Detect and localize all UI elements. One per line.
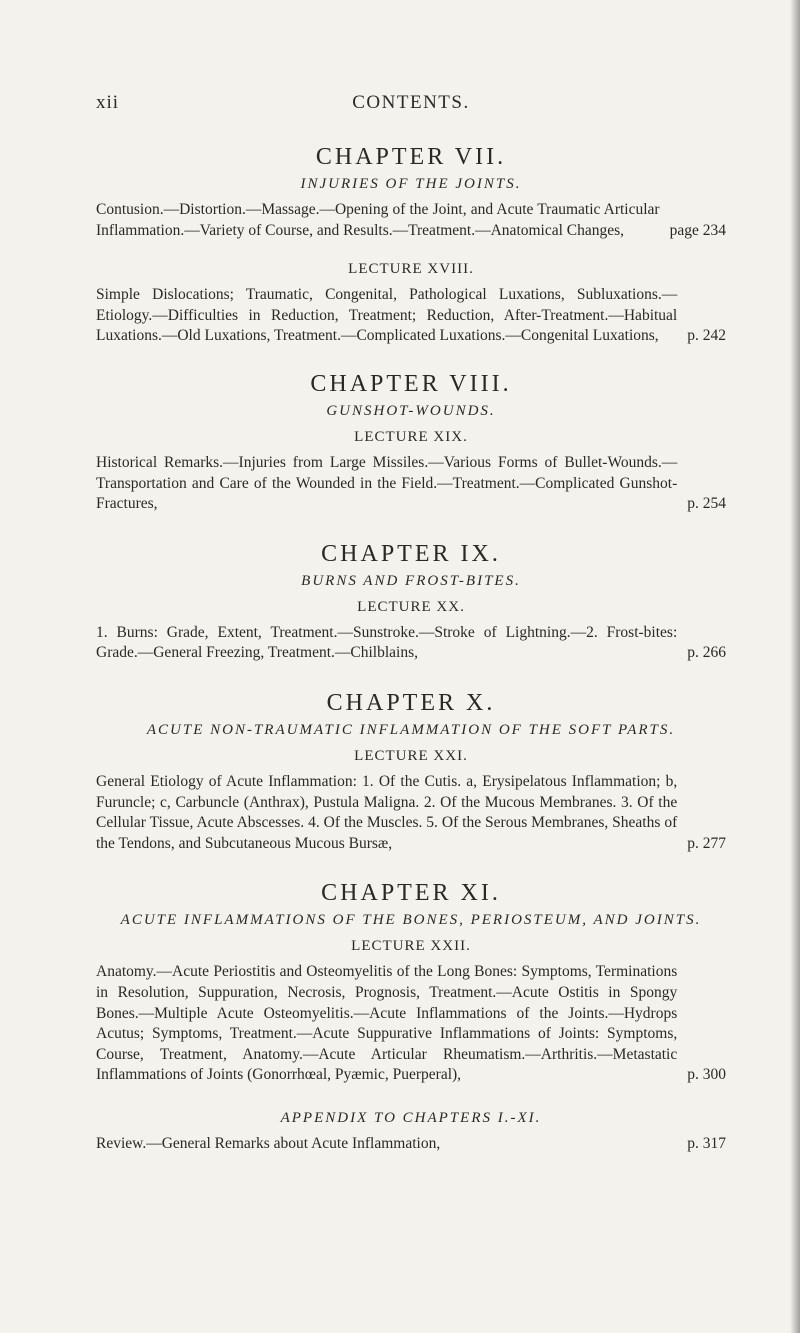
running-head [96, 92, 726, 116]
lecture-heading: LECTURE XXI. [354, 747, 468, 764]
chapter-heading: CHAPTER IX. [321, 540, 501, 567]
page-reference: p. 300 [687, 1066, 726, 1084]
entry-description [96, 623, 726, 664]
toc-entry [96, 1134, 726, 1155]
chapter-heading: CHAPTER X. [326, 689, 496, 716]
page-reference: p. 266 [687, 644, 726, 662]
toc-entry [96, 200, 726, 241]
page-reference: p. 277 [687, 834, 726, 852]
chapter-section [96, 878, 726, 1086]
entry-text: Anatomy.—Acute Periostitis and Osteomyelitis of the Long Bones: Symptoms, Terminations in Resolution, Suppuration, Necrosis, Prognosis, Treatment.—Acute Ostitis in Spongy Bones.—Multiple Acute Osteomyelitis.—Acute Inflammations of the Joints.—Hydrops Acutus; Symptoms, Treatment.—Acute Suppurative Inflammations of Joints: Symptoms, Course, Treatment, Anatomy.—Acute Articular Rheumatism.—Arthritis.—Metastatic Inflammations of Joints (Gonorrhœal, Pyæmic, Puerperal), [96, 963, 678, 1084]
entry-text: Historical Remarks.—Injuries from Large Missiles.—Various Forms of Bullet-Wounds.—Transportation and Care of the Wounded in the Field.—Treatment.—Complicated Gunshot-Fractures, [96, 453, 678, 513]
entry-description [96, 1134, 726, 1155]
table-of-contents [96, 142, 726, 1154]
page-number: xii [96, 92, 120, 113]
toc-entry [96, 936, 726, 1086]
entry-text: Simple Dislocations; Traumatic, Congenital, Pathological Luxations, Subluxations.—Etiology.—Difficulties in Reduction, Treatment; Reduction, After-Treatment.—Habitual Luxations.—Old Luxations, Treatment.—Complicated Luxations.—Congenital Luxations, [96, 286, 678, 345]
lecture-heading: LECTURE XVIII. [348, 261, 474, 278]
entry-text: 1. Burns: Grade, Extent, Treatment.—Sunstroke.—Stroke of Lightning.—2. Frost-bites: Grade.—General Freezing, Treatment.—Chilblains, [96, 623, 678, 662]
chapter-subtitle: ACUTE INFLAMMATIONS OF THE BONES, PERIOSTEUM, AND JOINTS. [120, 912, 702, 929]
lecture-heading: LECTURE XX. [357, 598, 465, 615]
toc-entry [96, 259, 726, 347]
page-reference: p. 317 [687, 1134, 726, 1152]
toc-entry [96, 597, 726, 664]
lecture-heading: LECTURE XIX. [354, 428, 468, 445]
entry-description [96, 453, 726, 515]
entry-text: Review.—General Remarks about Acute Inflammation, [96, 1134, 441, 1152]
entry-text: General Etiology of Acute Inflammation: 1. Of the Cutis. a, Erysipelatous Inflammation; b, Furuncle; c, Carbuncle (Anthrax), Pustula Maligna. 2. Of the Mucous Membranes. 3. Of the Cellular Tissue, Acute Abscesses. 4. Of the Muscles. 5. Of the Serous Membranes, Sheaths of the Tendons, and Subcutaneous Mucous Bursæ, [96, 772, 678, 852]
toc-entry [96, 746, 726, 854]
chapter-heading: CHAPTER VII. [315, 144, 507, 170]
entry-description [96, 962, 726, 1086]
chapter-section [96, 1108, 726, 1155]
chapter-section [96, 142, 726, 347]
entry-text: Contusion.—Distortion.—Massage.—Opening of the Joint, and Acute Traumatic Articular Inflammation.—Variety of Course, and Results.—Treatment.—Anatomical Changes, [96, 201, 660, 239]
chapter-heading: CHAPTER VIII. [310, 370, 512, 397]
chapter-subtitle: INJURIES OF THE JOINTS. [300, 176, 522, 192]
entry-description [96, 285, 726, 347]
toc-entry [96, 427, 726, 515]
lecture-heading: LECTURE XXII. [351, 938, 471, 955]
chapter-subtitle: APPENDIX TO CHAPTERS I.-XI. [280, 1109, 542, 1126]
chapter-subtitle: GUNSHOT-WOUNDS. [326, 402, 496, 419]
chapter-subtitle: ACUTE NON-TRAUMATIC INFLAMMATION OF THE SOFT PARTS. [146, 721, 676, 738]
page-reference: p. 254 [687, 495, 726, 513]
page-reference: p. 242 [687, 327, 726, 345]
page-reference: page 234 [669, 221, 726, 239]
running-title: CONTENTS. [352, 92, 470, 113]
chapter-subtitle: BURNS AND FROST-BITES. [301, 572, 521, 589]
chapter-section [96, 369, 726, 515]
chapter-section [96, 688, 726, 854]
entry-description [96, 772, 726, 854]
entry-description [96, 200, 726, 241]
chapter-section [96, 539, 726, 664]
chapter-heading: CHAPTER XI. [321, 880, 501, 907]
page-edge-shadow [790, 0, 800, 1333]
